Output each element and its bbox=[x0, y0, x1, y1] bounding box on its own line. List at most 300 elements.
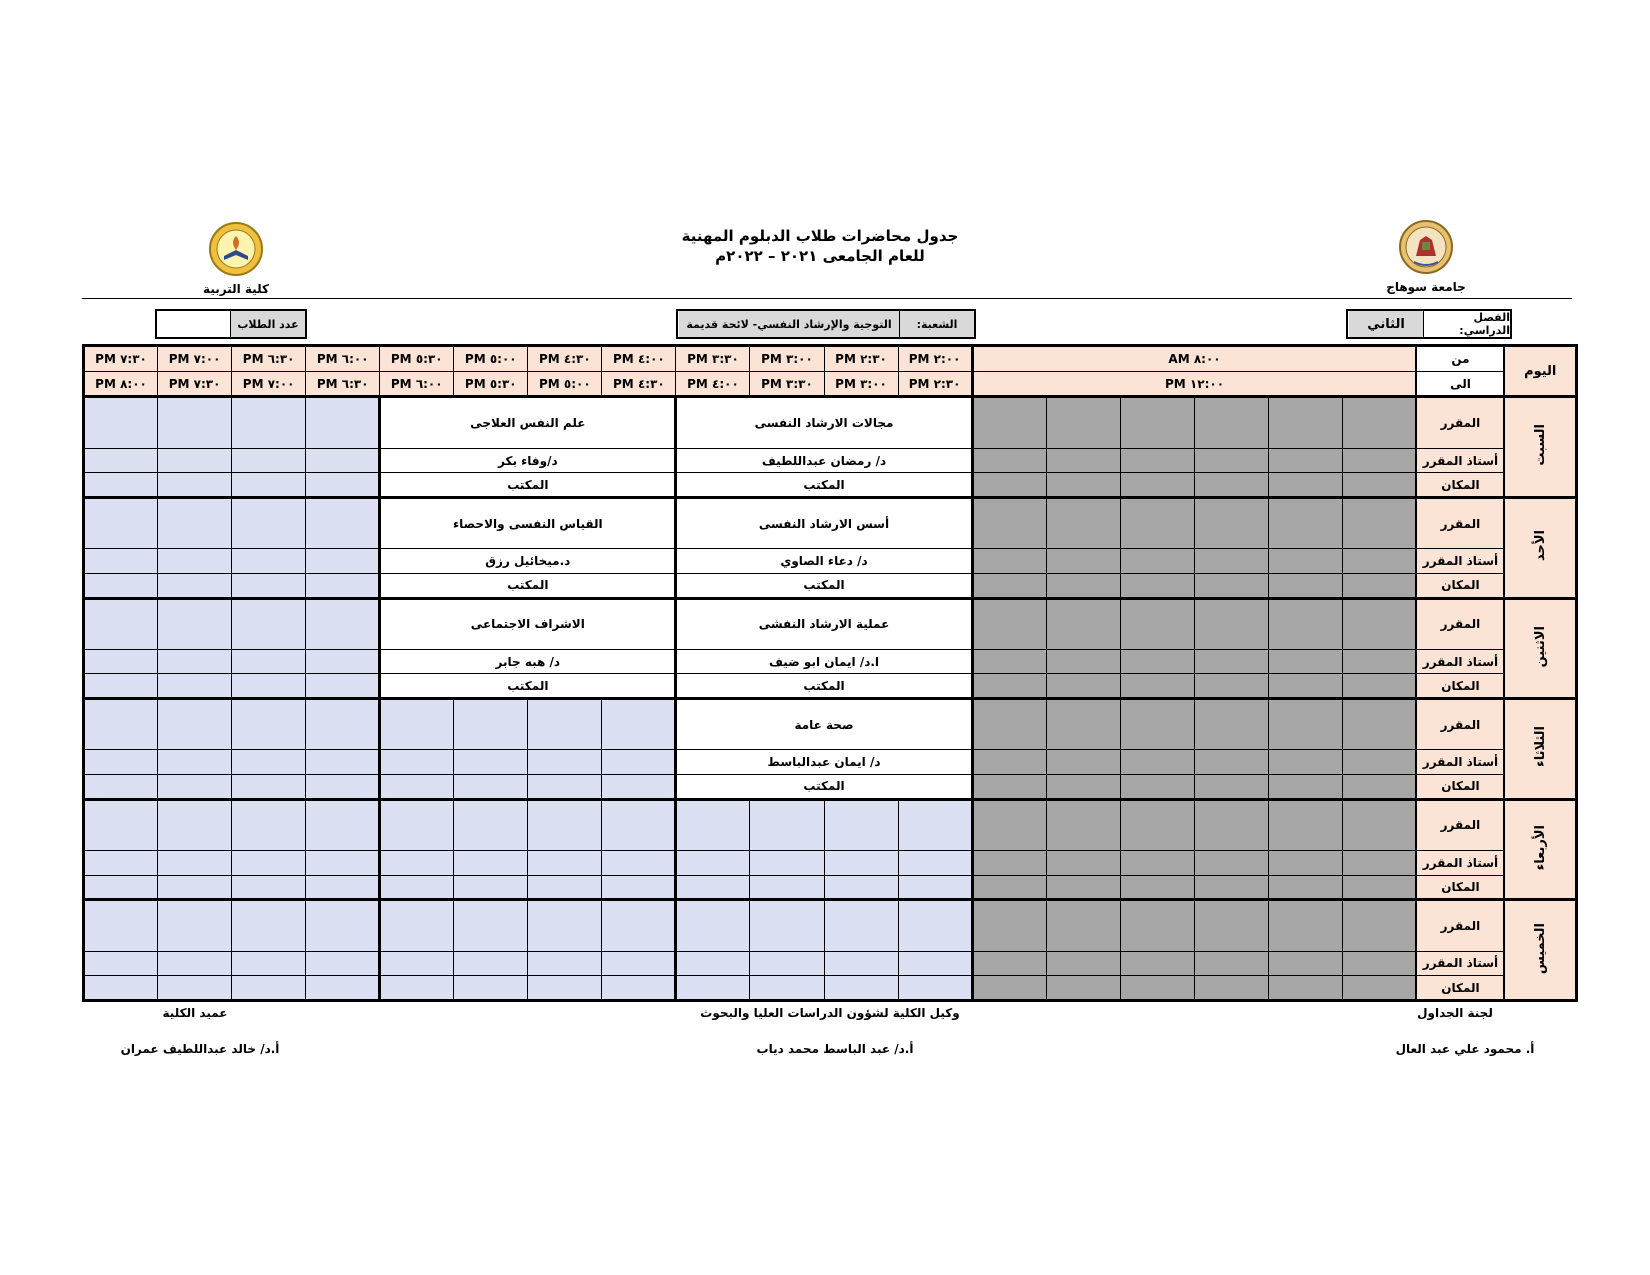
empty-morning-cell bbox=[1194, 497, 1268, 548]
slot2-place: المكتب bbox=[380, 473, 676, 498]
empty-morning-cell bbox=[1120, 573, 1194, 598]
empty-slot-cell bbox=[158, 497, 232, 548]
day-name bbox=[1504, 397, 1576, 498]
empty-morning-cell bbox=[972, 473, 1046, 498]
sig3-name-block bbox=[110, 1042, 290, 1056]
day-2-place-row bbox=[84, 674, 1577, 699]
empty-slot-cell bbox=[158, 875, 232, 900]
empty-slot-cell bbox=[454, 875, 528, 900]
day-0-instructor-row bbox=[84, 448, 1577, 473]
day-3-instructor-row bbox=[84, 750, 1577, 775]
empty-slot-cell bbox=[750, 951, 824, 976]
sig2-title: وكيل الكلية لشؤون الدراسات العليا والبحوث bbox=[700, 1006, 960, 1020]
empty-slot-cell bbox=[528, 699, 602, 750]
empty-morning-cell bbox=[1194, 598, 1268, 649]
empty-morning-cell bbox=[1046, 750, 1120, 775]
empty-morning-cell bbox=[972, 900, 1046, 951]
empty-morning-cell bbox=[1342, 775, 1416, 800]
empty-slot-cell bbox=[158, 699, 232, 750]
empty-morning-cell bbox=[1046, 473, 1120, 498]
empty-slot-cell bbox=[232, 775, 306, 800]
row-label-place: المكان bbox=[1416, 473, 1504, 498]
empty-morning-cell bbox=[1342, 473, 1416, 498]
empty-morning-cell bbox=[1046, 900, 1120, 951]
students-box bbox=[155, 309, 307, 339]
empty-slot-cell bbox=[158, 851, 232, 876]
empty-morning-cell bbox=[1342, 573, 1416, 598]
time-from-cell: ٢:٣٠ PM bbox=[824, 346, 898, 372]
slot2-instructor: د/وفاء بكر bbox=[380, 448, 676, 473]
day-name-text: السبت bbox=[1532, 424, 1548, 466]
division-label: الشعبة: bbox=[899, 311, 974, 337]
empty-slot-cell bbox=[750, 851, 824, 876]
time-from-cell: ٧:٠٠ PM bbox=[158, 346, 232, 372]
empty-morning-cell bbox=[1046, 573, 1120, 598]
empty-morning-cell bbox=[1120, 851, 1194, 876]
empty-slot-cell bbox=[898, 900, 972, 951]
empty-morning-cell bbox=[1268, 397, 1342, 448]
to-label: الى bbox=[1416, 371, 1504, 397]
empty-slot-cell bbox=[158, 397, 232, 448]
empty-slot-cell bbox=[380, 875, 454, 900]
day-name bbox=[1504, 900, 1576, 1001]
empty-slot-cell bbox=[158, 473, 232, 498]
empty-slot-cell bbox=[306, 497, 380, 548]
slot2-instructor: د.ميخائيل رزق bbox=[380, 549, 676, 574]
empty-slot-cell bbox=[232, 976, 306, 1001]
empty-slot-cell bbox=[84, 799, 158, 850]
empty-morning-cell bbox=[1194, 750, 1268, 775]
time-to-cell: ٧:٣٠ PM bbox=[158, 371, 232, 397]
empty-morning-cell bbox=[972, 497, 1046, 548]
empty-morning-cell bbox=[1046, 799, 1120, 850]
row-label-course: المقرر bbox=[1416, 497, 1504, 548]
time-from-cell: ٤:٠٠ PM bbox=[602, 346, 676, 372]
empty-morning-cell bbox=[1120, 699, 1194, 750]
signature-schedules-committee bbox=[1390, 1006, 1520, 1020]
empty-slot-cell bbox=[824, 875, 898, 900]
empty-morning-cell bbox=[972, 397, 1046, 448]
empty-slot-cell bbox=[824, 851, 898, 876]
empty-morning-cell bbox=[1046, 951, 1120, 976]
empty-slot-cell bbox=[824, 976, 898, 1001]
time-from-cell: ٥:٠٠ PM bbox=[454, 346, 528, 372]
empty-morning-cell bbox=[1342, 875, 1416, 900]
empty-slot-cell bbox=[232, 649, 306, 674]
slot1-course: أسس الارشاد النفسى bbox=[676, 497, 972, 548]
empty-morning-cell bbox=[1120, 750, 1194, 775]
empty-slot-cell bbox=[602, 775, 676, 800]
slot1-place: المكتب bbox=[676, 573, 972, 598]
empty-slot-cell bbox=[602, 851, 676, 876]
empty-morning-cell bbox=[1342, 448, 1416, 473]
time-to-cell: ٣:٠٠ PM bbox=[824, 371, 898, 397]
empty-morning-cell bbox=[1046, 549, 1120, 574]
empty-morning-cell bbox=[1194, 699, 1268, 750]
empty-morning-cell bbox=[1194, 448, 1268, 473]
left-logo-caption: كلية التربية bbox=[203, 282, 269, 296]
empty-morning-cell bbox=[1268, 497, 1342, 548]
empty-slot-cell bbox=[158, 674, 232, 699]
slot1-course: عملية الارشاد النفشى bbox=[676, 598, 972, 649]
empty-slot-cell bbox=[232, 799, 306, 850]
empty-slot-cell bbox=[750, 875, 824, 900]
empty-morning-cell bbox=[1194, 875, 1268, 900]
empty-slot-cell bbox=[84, 875, 158, 900]
empty-morning-cell bbox=[1194, 573, 1268, 598]
empty-slot-cell bbox=[306, 448, 380, 473]
slot1-place: المكتب bbox=[676, 775, 972, 800]
empty-morning-cell bbox=[1046, 851, 1120, 876]
empty-slot-cell bbox=[84, 699, 158, 750]
semester-box bbox=[1346, 309, 1512, 339]
slot2-instructor: د/ هبه جابر bbox=[380, 649, 676, 674]
day-name bbox=[1504, 598, 1576, 699]
empty-slot-cell bbox=[158, 448, 232, 473]
empty-slot-cell bbox=[158, 951, 232, 976]
empty-slot-cell bbox=[306, 799, 380, 850]
empty-slot-cell bbox=[232, 900, 306, 951]
slot2-place: المكتب bbox=[380, 573, 676, 598]
day-name-text: الأحد bbox=[1532, 530, 1548, 562]
sig3-name: أ.د/ خالد عبداللطيف عمران bbox=[120, 1042, 280, 1056]
empty-slot-cell bbox=[84, 900, 158, 951]
time-to-cell: ٦:٠٠ PM bbox=[380, 371, 454, 397]
slot1-course: صحة عامة bbox=[676, 699, 972, 750]
empty-morning-cell bbox=[1120, 775, 1194, 800]
empty-slot-cell bbox=[232, 573, 306, 598]
empty-slot-cell bbox=[898, 875, 972, 900]
day-0-place-row bbox=[84, 473, 1577, 498]
empty-morning-cell bbox=[1120, 799, 1194, 850]
schedule-table bbox=[82, 344, 1578, 1002]
empty-morning-cell bbox=[1268, 799, 1342, 850]
empty-morning-cell bbox=[972, 750, 1046, 775]
empty-slot-cell bbox=[232, 497, 306, 548]
empty-slot-cell bbox=[380, 900, 454, 951]
empty-morning-cell bbox=[1194, 851, 1268, 876]
empty-slot-cell bbox=[454, 951, 528, 976]
slot1-instructor: د/ ايمان عبدالباسط bbox=[676, 750, 972, 775]
row-label-course: المقرر bbox=[1416, 598, 1504, 649]
empty-morning-cell bbox=[1268, 674, 1342, 699]
empty-slot-cell bbox=[84, 573, 158, 598]
empty-morning-cell bbox=[1046, 775, 1120, 800]
page-title bbox=[560, 226, 1080, 266]
empty-morning-cell bbox=[1046, 448, 1120, 473]
empty-morning-cell bbox=[1194, 674, 1268, 699]
empty-slot-cell bbox=[824, 951, 898, 976]
empty-slot-cell bbox=[158, 549, 232, 574]
empty-slot-cell bbox=[306, 775, 380, 800]
empty-morning-cell bbox=[1268, 750, 1342, 775]
day-3-place-row bbox=[84, 775, 1577, 800]
empty-morning-cell bbox=[1268, 598, 1342, 649]
slot1-instructor: د/ رمضان عبداللطيف bbox=[676, 448, 972, 473]
from-label: من bbox=[1416, 346, 1504, 372]
empty-slot-cell bbox=[84, 951, 158, 976]
sig3-title: عميد الكلية bbox=[162, 1006, 228, 1020]
day-5-place-row bbox=[84, 976, 1577, 1001]
empty-slot-cell bbox=[454, 900, 528, 951]
empty-morning-cell bbox=[1268, 573, 1342, 598]
empty-morning-cell bbox=[1194, 397, 1268, 448]
empty-slot-cell bbox=[158, 799, 232, 850]
empty-morning-cell bbox=[1342, 750, 1416, 775]
empty-morning-cell bbox=[1342, 900, 1416, 951]
empty-slot-cell bbox=[306, 951, 380, 976]
row-label-instructor: أستاذ المقرر bbox=[1416, 549, 1504, 574]
empty-slot-cell bbox=[380, 851, 454, 876]
empty-morning-cell bbox=[1120, 397, 1194, 448]
empty-slot-cell bbox=[528, 799, 602, 850]
empty-slot-cell bbox=[380, 699, 454, 750]
empty-morning-cell bbox=[972, 699, 1046, 750]
empty-slot-cell bbox=[454, 976, 528, 1001]
time-to-cell: ٥:٣٠ PM bbox=[454, 371, 528, 397]
empty-slot-cell bbox=[528, 750, 602, 775]
empty-morning-cell bbox=[1268, 448, 1342, 473]
empty-slot-cell bbox=[232, 473, 306, 498]
empty-slot-cell bbox=[306, 750, 380, 775]
time-to-cell: ٤:٣٠ PM bbox=[602, 371, 676, 397]
day-3-course-row bbox=[84, 699, 1577, 750]
empty-slot-cell bbox=[84, 497, 158, 548]
slot1-instructor: د/ دعاء الصاوي bbox=[676, 549, 972, 574]
empty-slot-cell bbox=[898, 799, 972, 850]
empty-slot-cell bbox=[750, 976, 824, 1001]
row-label-instructor: أستاذ المقرر bbox=[1416, 448, 1504, 473]
row-label-place: المكان bbox=[1416, 875, 1504, 900]
empty-slot-cell bbox=[528, 951, 602, 976]
empty-slot-cell bbox=[676, 799, 750, 850]
empty-slot-cell bbox=[454, 750, 528, 775]
empty-morning-cell bbox=[972, 549, 1046, 574]
empty-slot-cell bbox=[158, 976, 232, 1001]
empty-morning-cell bbox=[972, 649, 1046, 674]
empty-slot-cell bbox=[84, 750, 158, 775]
time-from-cell: ٤:٣٠ PM bbox=[528, 346, 602, 372]
empty-morning-cell bbox=[972, 851, 1046, 876]
semester-label: الفصل الدراسي: bbox=[1423, 311, 1510, 337]
empty-morning-cell bbox=[1120, 875, 1194, 900]
division-value: التوجية والإرشاد النفسي- لائحة قديمة bbox=[679, 311, 899, 337]
empty-slot-cell bbox=[602, 699, 676, 750]
empty-slot-cell bbox=[602, 875, 676, 900]
empty-slot-cell bbox=[84, 976, 158, 1001]
empty-morning-cell bbox=[1120, 549, 1194, 574]
empty-slot-cell bbox=[676, 875, 750, 900]
empty-slot-cell bbox=[454, 699, 528, 750]
empty-morning-cell bbox=[1268, 649, 1342, 674]
time-to-cell: ٤:٠٠ PM bbox=[676, 371, 750, 397]
empty-slot-cell bbox=[306, 649, 380, 674]
empty-morning-cell bbox=[1194, 473, 1268, 498]
empty-slot-cell bbox=[528, 976, 602, 1001]
empty-slot-cell bbox=[232, 750, 306, 775]
row-label-course: المقرر bbox=[1416, 900, 1504, 951]
empty-morning-cell bbox=[1194, 900, 1268, 951]
empty-morning-cell bbox=[1120, 649, 1194, 674]
empty-slot-cell bbox=[232, 598, 306, 649]
empty-morning-cell bbox=[1194, 649, 1268, 674]
empty-morning-cell bbox=[1342, 951, 1416, 976]
empty-slot-cell bbox=[232, 549, 306, 574]
empty-slot-cell bbox=[232, 448, 306, 473]
sig2-name: أ.د/ عبد الباسط محمد دياب bbox=[756, 1042, 914, 1056]
day-4-instructor-row bbox=[84, 851, 1577, 876]
empty-morning-cell bbox=[972, 875, 1046, 900]
empty-morning-cell bbox=[1268, 851, 1342, 876]
empty-slot-cell bbox=[824, 799, 898, 850]
empty-slot-cell bbox=[84, 674, 158, 699]
empty-morning-cell bbox=[1268, 473, 1342, 498]
empty-slot-cell bbox=[306, 976, 380, 1001]
empty-morning-cell bbox=[1268, 900, 1342, 951]
empty-slot-cell bbox=[898, 951, 972, 976]
empty-morning-cell bbox=[1120, 900, 1194, 951]
empty-morning-cell bbox=[1268, 976, 1342, 1001]
empty-morning-cell bbox=[1342, 799, 1416, 850]
empty-slot-cell bbox=[232, 875, 306, 900]
faculty-seal-icon bbox=[196, 220, 276, 278]
empty-slot-cell bbox=[158, 775, 232, 800]
empty-slot-cell bbox=[528, 875, 602, 900]
day-2-course-row bbox=[84, 598, 1577, 649]
morning-to-time: ١٢:٠٠ PM bbox=[972, 371, 1416, 397]
day-0-course-row bbox=[84, 397, 1577, 448]
time-to-cell: ٦:٣٠ PM bbox=[306, 371, 380, 397]
empty-morning-cell bbox=[972, 448, 1046, 473]
empty-slot-cell bbox=[306, 674, 380, 699]
morning-from-time: ٨:٠٠ AM bbox=[972, 346, 1416, 372]
sohag-university-logo bbox=[1386, 218, 1466, 294]
slot1-instructor: ا.د/ ايمان ابو ضيف bbox=[676, 649, 972, 674]
empty-slot-cell bbox=[898, 851, 972, 876]
empty-slot-cell bbox=[380, 951, 454, 976]
day-name-text: الاثنين bbox=[1532, 625, 1548, 667]
empty-morning-cell bbox=[1342, 851, 1416, 876]
empty-morning-cell bbox=[972, 573, 1046, 598]
empty-slot-cell bbox=[528, 900, 602, 951]
empty-slot-cell bbox=[232, 699, 306, 750]
empty-morning-cell bbox=[972, 799, 1046, 850]
empty-slot-cell bbox=[232, 674, 306, 699]
empty-slot-cell bbox=[602, 750, 676, 775]
empty-slot-cell bbox=[898, 976, 972, 1001]
row-label-course: المقرر bbox=[1416, 699, 1504, 750]
sig1-name-block bbox=[1380, 1042, 1550, 1056]
empty-morning-cell bbox=[1194, 549, 1268, 574]
empty-slot-cell bbox=[676, 951, 750, 976]
empty-slot-cell bbox=[84, 649, 158, 674]
empty-slot-cell bbox=[232, 851, 306, 876]
empty-morning-cell bbox=[1046, 976, 1120, 1001]
empty-morning-cell bbox=[1046, 649, 1120, 674]
empty-morning-cell bbox=[1046, 699, 1120, 750]
title-line2: للعام الجامعى ٢٠٢١ – ٢٠٢٢م bbox=[715, 247, 925, 265]
empty-morning-cell bbox=[972, 976, 1046, 1001]
empty-morning-cell bbox=[972, 951, 1046, 976]
empty-slot-cell bbox=[306, 851, 380, 876]
empty-slot-cell bbox=[306, 549, 380, 574]
empty-morning-cell bbox=[1268, 951, 1342, 976]
row-label-place: المكان bbox=[1416, 573, 1504, 598]
empty-morning-cell bbox=[1342, 649, 1416, 674]
empty-slot-cell bbox=[158, 598, 232, 649]
empty-slot-cell bbox=[602, 976, 676, 1001]
semester-value: الثاني bbox=[1349, 311, 1423, 337]
empty-slot-cell bbox=[528, 851, 602, 876]
sig1-name: أ. محمود علي عبد العال bbox=[1395, 1042, 1535, 1056]
empty-morning-cell bbox=[1268, 549, 1342, 574]
day-4-place-row bbox=[84, 875, 1577, 900]
empty-slot-cell bbox=[750, 900, 824, 951]
empty-slot-cell bbox=[84, 775, 158, 800]
empty-slot-cell bbox=[306, 699, 380, 750]
row-label-instructor: أستاذ المقرر bbox=[1416, 649, 1504, 674]
empty-morning-cell bbox=[1342, 497, 1416, 548]
empty-morning-cell bbox=[1120, 497, 1194, 548]
slot1-course: مجالات الارشاد النفسى bbox=[676, 397, 972, 448]
empty-morning-cell bbox=[972, 598, 1046, 649]
empty-slot-cell bbox=[306, 397, 380, 448]
row-label-place: المكان bbox=[1416, 775, 1504, 800]
university-seal-icon bbox=[1386, 218, 1466, 276]
time-to-cell: ٥:٠٠ PM bbox=[528, 371, 602, 397]
time-to-cell: ٧:٠٠ PM bbox=[232, 371, 306, 397]
empty-slot-cell bbox=[602, 799, 676, 850]
empty-slot-cell bbox=[158, 900, 232, 951]
empty-morning-cell bbox=[1120, 674, 1194, 699]
time-to-cell: ٣:٣٠ PM bbox=[750, 371, 824, 397]
empty-slot-cell bbox=[454, 799, 528, 850]
day-1-instructor-row bbox=[84, 549, 1577, 574]
empty-morning-cell bbox=[1342, 699, 1416, 750]
signature-vice-dean bbox=[680, 1006, 980, 1020]
empty-morning-cell bbox=[972, 775, 1046, 800]
day-4-course-row bbox=[84, 799, 1577, 850]
empty-slot-cell bbox=[158, 649, 232, 674]
empty-slot-cell bbox=[306, 875, 380, 900]
time-to-cell: ٢:٣٠ PM bbox=[898, 371, 972, 397]
day-name-text: الخميس bbox=[1532, 922, 1548, 974]
empty-slot-cell bbox=[158, 750, 232, 775]
title-line1: جدول محاضرات طلاب الدبلوم المهنية bbox=[681, 227, 959, 245]
empty-morning-cell bbox=[1120, 473, 1194, 498]
row-label-instructor: أستاذ المقرر bbox=[1416, 750, 1504, 775]
empty-morning-cell bbox=[1342, 549, 1416, 574]
time-from-cell: ٦:٣٠ PM bbox=[232, 346, 306, 372]
slot1-place: المكتب bbox=[676, 674, 972, 699]
students-label: عدد الطلاب bbox=[230, 311, 305, 337]
time-from-cell: ٧:٣٠ PM bbox=[84, 346, 158, 372]
empty-morning-cell bbox=[1342, 976, 1416, 1001]
right-logo-caption: جامعة سوهاج bbox=[1386, 280, 1466, 294]
empty-slot-cell bbox=[306, 598, 380, 649]
empty-morning-cell bbox=[1342, 598, 1416, 649]
day-name-text: الأربعاء bbox=[1532, 824, 1548, 871]
empty-slot-cell bbox=[306, 573, 380, 598]
empty-slot-cell bbox=[676, 976, 750, 1001]
empty-slot-cell bbox=[232, 951, 306, 976]
row-label-instructor: أستاذ المقرر bbox=[1416, 851, 1504, 876]
faculty-of-education-logo bbox=[196, 220, 276, 296]
empty-morning-cell bbox=[1120, 951, 1194, 976]
empty-slot-cell bbox=[676, 851, 750, 876]
row-label-place: المكان bbox=[1416, 976, 1504, 1001]
empty-slot-cell bbox=[676, 900, 750, 951]
